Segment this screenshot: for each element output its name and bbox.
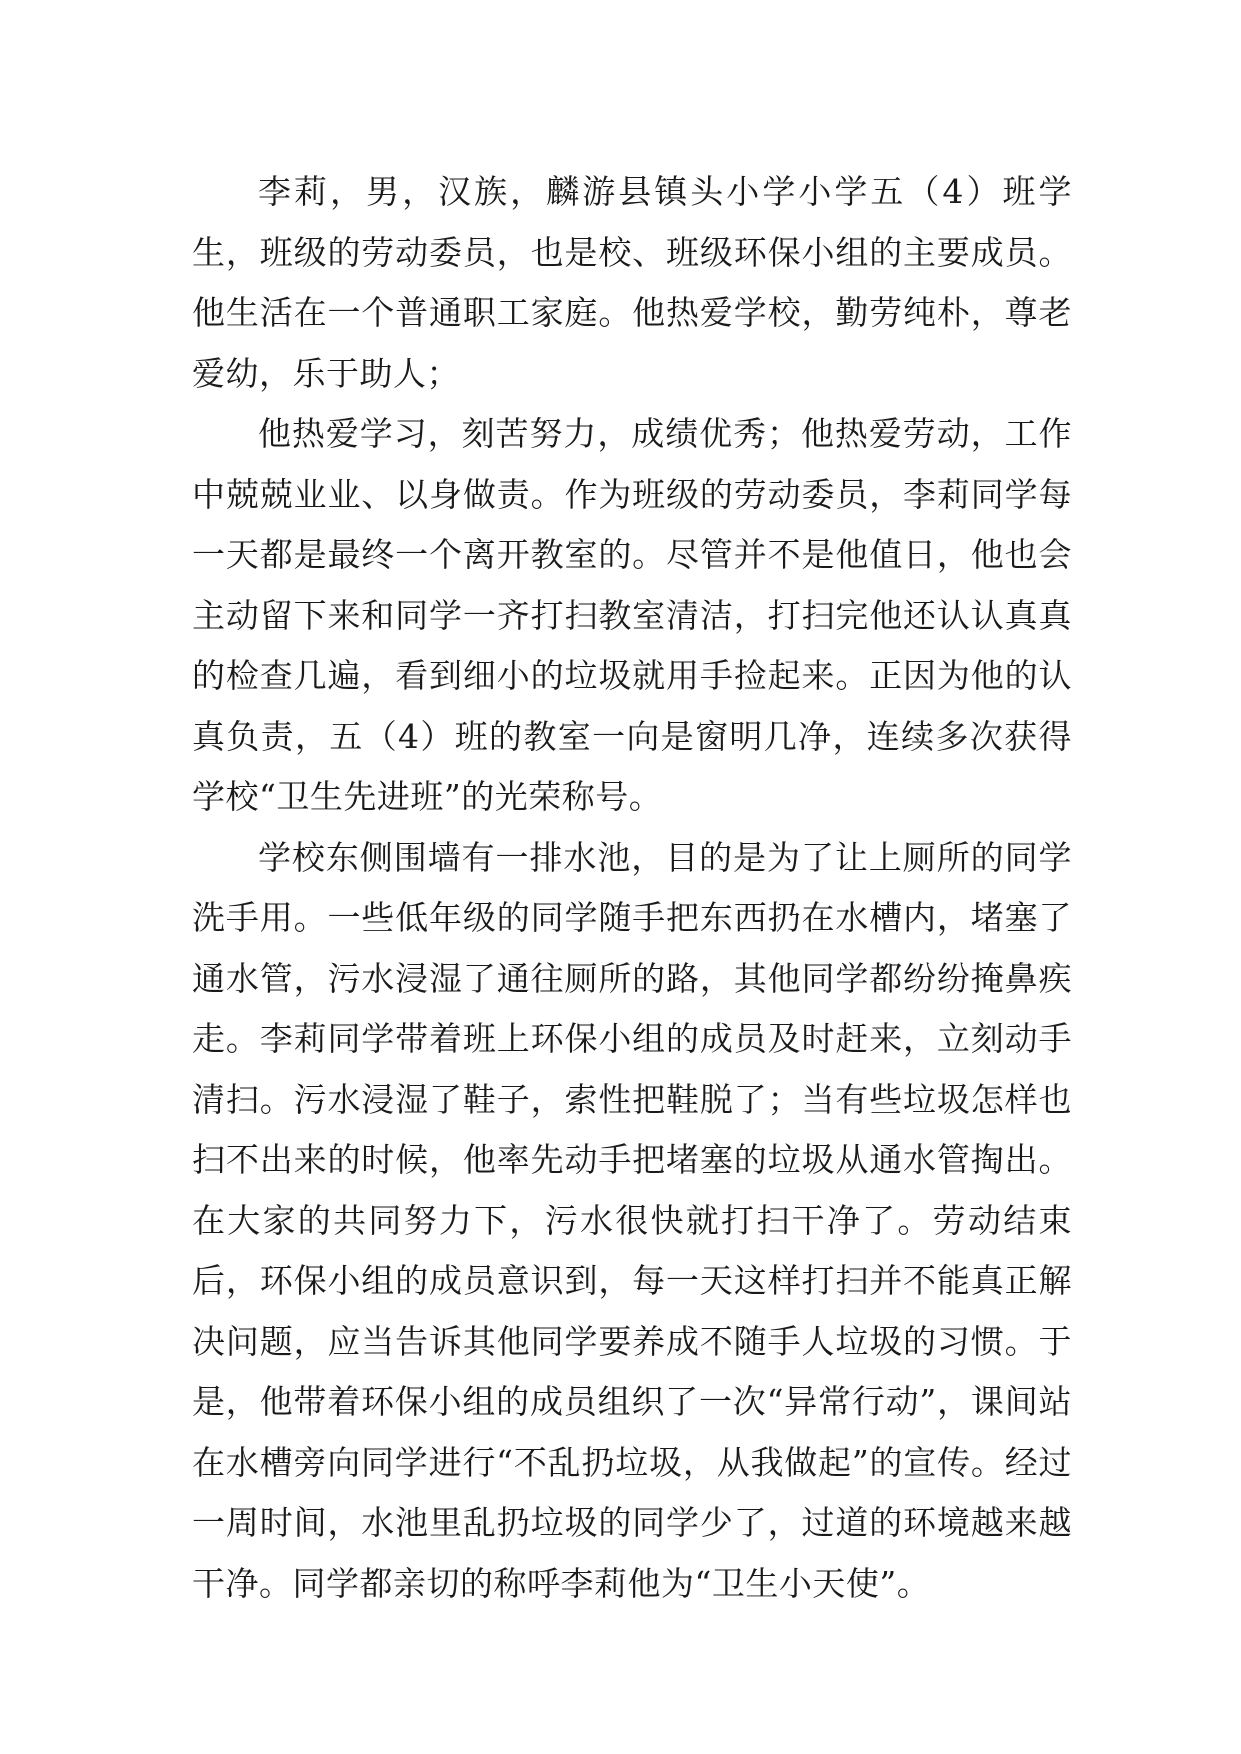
paragraph-water-pool: 学校东侧围墙有一排水池，目的是为了让上厕所的同学洗手用。一些低年级的同学随手把东西扔在水槽内，堵塞了通水管，污水浸湿了通往厕所的路，其他同学都纷纷掩鼻疾走。李莉同学带着班上环保小组的成员及时赶来，立刻动手清扫。污水浸湿了鞋子，索性把鞋脱了；当有些垃圾怎样也扫不出来的时候，他率先动手把堵塞的垃圾从通水管掏出。在大家的共同努力下，污水很快就打扫干净了。劳动结束后，环保小组的成员意识到，每一天这样打扫并不能真正解决问题，应当告诉其他同学要养成不随手人垃圾的习惯。于是，他带着环保小组的成员组织了一次“异常行动”，课间站在水槽旁向同学进行“不乱扔垃圾，从我做起”的宣传。经过一周时间，水池里乱扔垃圾的同学少了，过道的环境越来越干净。同学都亲切的称呼李莉他为“卫生小天使”。 [192, 837, 1072, 1603]
document-body [192, 162, 1072, 1614]
paragraph-intro: 李莉，男，汉族，麟游县镇头小学小学五（4）班学生，班级的劳动委员，也是校、班级环保小组的主要成员。他生活在一个普通职工家庭。他热爱学校，勤劳纯朴，尊老爱幼，乐于助人； [192, 172, 1072, 393]
paragraph-study-labor: 他热爱学习，刻苦努力，成绩优秀；他热爱劳动，工作中兢兢业业、以身做责。作为班级的劳动委员，李莉同学每一天都是最终一个离开教室的。尽管并不是他值日，他也会主动留下来和同学一齐打扫教室清洁，打扫完他还认认真真的检查几遍，看到细小的垃圾就用手捡起来。正因为他的认真负责，五（4）班的教室一向是窗明几净，连续多次获得学校“卫生先进班”的光荣称号。 [192, 414, 1072, 816]
